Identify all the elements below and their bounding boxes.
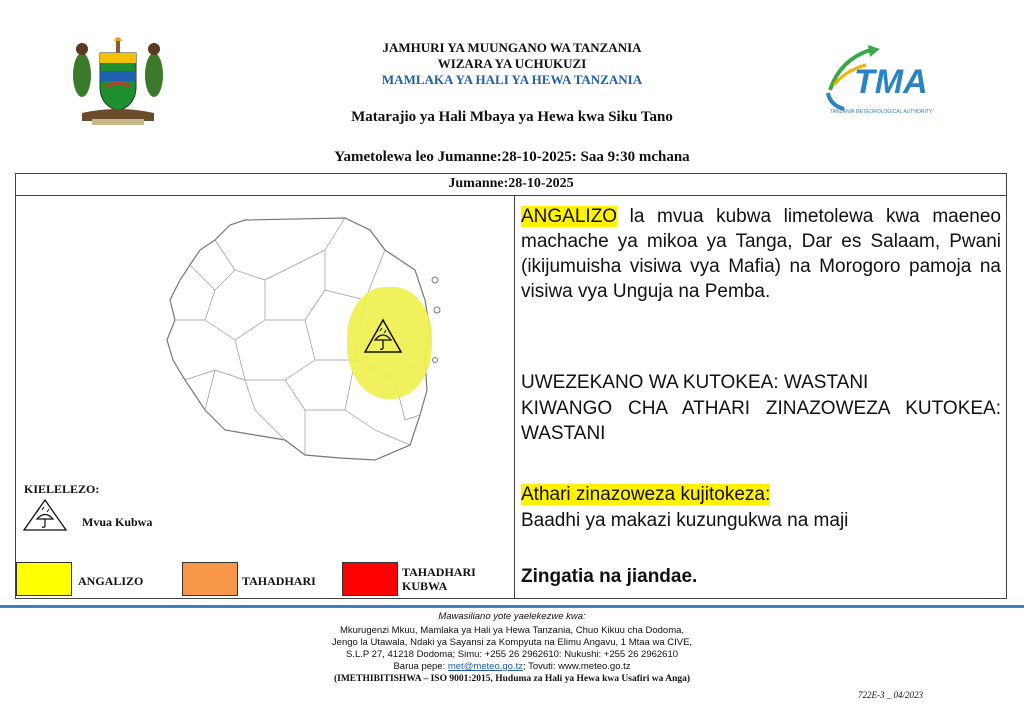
legend-symbol-label: Mvua Kubwa (82, 515, 153, 529)
email-link[interactable]: met@meteo.go.tz (447, 661, 523, 672)
warning-body: la mvua kubwa limetolewa kwa maeneo machache ya mikoa ya Tanga, Dar es Salaam, Pwani (ikijumuisha visiwa vya Mafia) na Morogoro pamoja na visiwa vya Unguja na Pemba. (521, 206, 1001, 302)
footer-line-3: S.L.P 27, 41218 Dodoma; Simu: +255 26 2962610: Nukushi: +255 26 2962610 (345, 649, 679, 660)
form-code: 722E-3 _ 04/2023 (858, 690, 923, 700)
heavy-rain-map-icon (363, 318, 403, 359)
header-line-2: WIZARA YA UCHUKUZI (437, 56, 587, 71)
forecast-date-row: Jumanne:28-10-2025 (15, 173, 1007, 196)
impacts-heading: Athari zinazoweza kujitokeza: (521, 484, 771, 505)
header-line-1: JAMHURI YA MUUNGANO WA TANZANIA (382, 40, 642, 55)
impacts-heading-wrap (521, 482, 770, 507)
footer-website: ; Tovuti: www.meteo.go.tz (522, 661, 631, 672)
tma-logo-tagline: TANZANIA METEOROLOGICAL AUTHORITY (830, 109, 933, 115)
legend-label-tahadhari-kubwa: TAHADHARI KUBWA (402, 565, 476, 593)
warning-description (521, 204, 1001, 304)
heavy-rain-legend-icon (22, 498, 68, 537)
tma-logo-text: TMA (854, 63, 928, 101)
likelihood-text: UWEZEKANO WA KUTOKEA: WASTANI (521, 372, 869, 393)
footer-contact-heading: Mawasiliano yote yaelekezwe kwa: (438, 611, 586, 622)
legend-swatch-tahadhari (182, 562, 238, 596)
legend-title: KIELELEZO: (24, 482, 100, 496)
document-subtitle: Matarajio ya Hali Mbaya ya Hewa kwa Siku Tano (351, 109, 673, 125)
footer-certification: (IMETHIBITISHWA – ISO 9001:2015, Huduma za Hali ya Hewa kwa Usafiri wa Anga) (333, 674, 691, 684)
legend-label-angalizo: ANGALIZO (78, 574, 144, 588)
header-line-3: MAMLAKA YA HALI YA HEWA TANZANIA (381, 72, 643, 87)
footer-email-prefix: Barua pepe: (393, 661, 448, 672)
issued-date: Yametolewa leo Jumanne:28-10-2025: Saa 9:30 mchana (334, 149, 690, 165)
advice-text: Zingatia na jiandae. (521, 566, 698, 587)
footer-email-line (0, 661, 1024, 673)
tma-logo (820, 35, 950, 120)
legend-swatch-angalizo (16, 562, 72, 596)
footer-line-2: Jengo la Utawala, Ndaki ya Sayansi za Kompyuta na Elimu Angavu, 1 Mtaa wa CIVE, (331, 637, 693, 648)
footer-divider (0, 605, 1024, 608)
table-column-divider (514, 196, 515, 599)
impacts-text: Baadhi ya makazi kuzungukwa na maji (521, 510, 849, 531)
warning-level-word: ANGALIZO (521, 206, 618, 227)
legend-label-tahadhari: TAHADHARI (242, 574, 316, 588)
footer-line-1: Mkurugenzi Mkuu, Mamlaka ya Hali ya Hewa Tanzania, Chuo Kikuu cha Dodoma, (339, 625, 685, 636)
legend-swatch-tahadhari-kubwa (342, 562, 398, 596)
impact-level-text: KIWANGO CHA ATHARI ZINAZOWEZA KUTOKEA: WASTANI (521, 398, 1001, 444)
